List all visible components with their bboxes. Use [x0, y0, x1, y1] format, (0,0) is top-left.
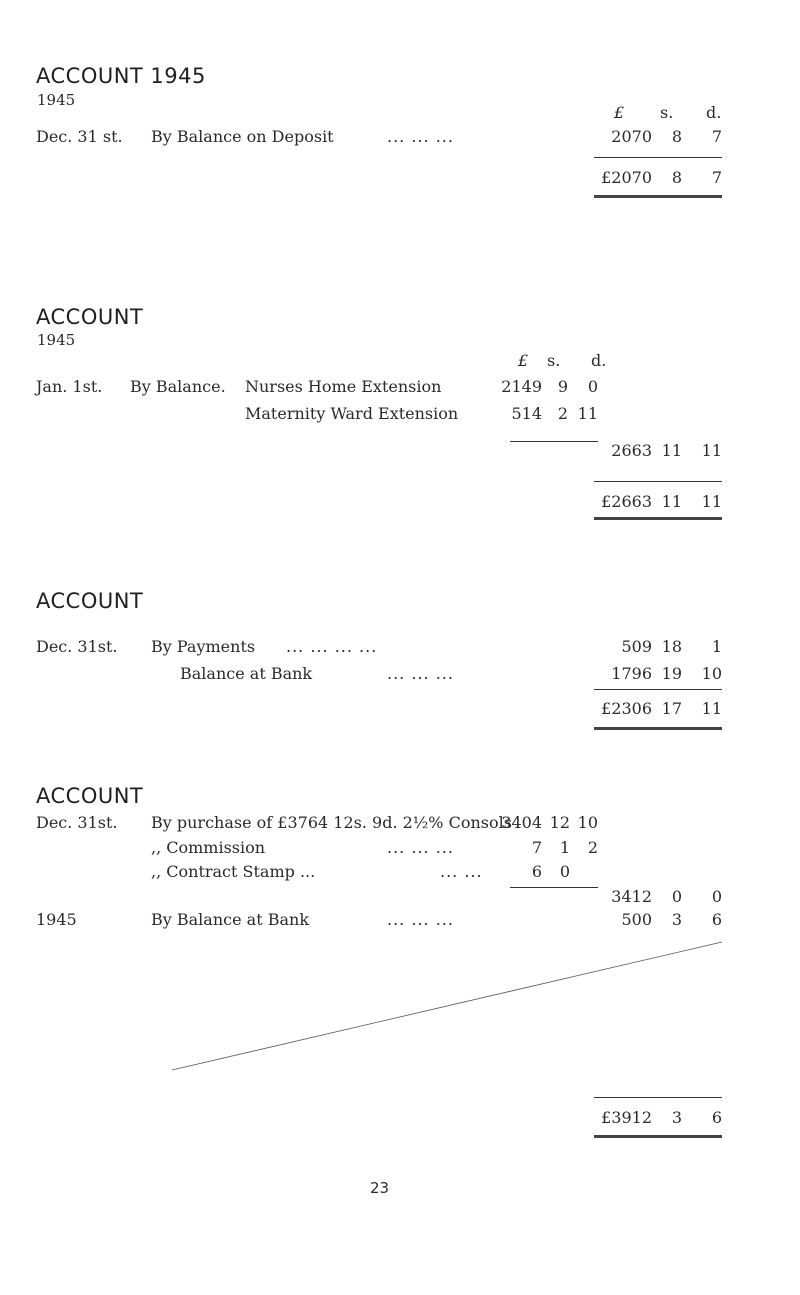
s4-balance-date: 1945 [36, 910, 77, 929]
s2-sub-pence: 11 [701, 441, 722, 460]
s1-total-shillings: 8 [671, 168, 682, 187]
s4-row-1-pence: 10 [577, 813, 598, 832]
s3-row-2-shillings: 19 [661, 664, 682, 683]
section-4-heading: ACCOUNT [36, 784, 144, 808]
s4-balance-dots: ... ... ... [387, 910, 454, 929]
s1-row-dots: ... ... ... [387, 127, 454, 146]
s2-total-shillings: 11 [661, 492, 682, 511]
s2-date: Jan. 1st. [36, 377, 103, 396]
s2-total-pence: 11 [701, 492, 722, 511]
s4-total-pounds: £3912 [601, 1108, 652, 1127]
s2-row-1-shillings: 9 [557, 377, 568, 396]
s2-col-pound: £ [518, 351, 529, 370]
s1-col-pound: £ [614, 103, 625, 122]
s4-balance-pounds: 500 [621, 910, 652, 929]
section-1-year: 1945 [37, 91, 76, 109]
s4-row-1-desc: By purchase of £3764 12s. 9d. 2½% Consols [151, 813, 512, 832]
s4-row-3-shillings: 0 [559, 862, 570, 881]
s1-total-pence: 7 [711, 168, 722, 187]
s4-row-3-desc: ,, Contract Stamp ... [151, 862, 316, 881]
section-2-year: 1945 [37, 331, 76, 349]
s4-balance-desc: By Balance at Bank [151, 910, 310, 929]
s4-sub-pounds: 3412 [611, 887, 652, 906]
s2-lead: By Balance. [130, 377, 226, 396]
s3-row-1-desc: By Payments [151, 637, 256, 656]
s1-col-shillings: s. [660, 103, 674, 122]
s2-row-2-desc: Maternity Ward Extension [245, 404, 459, 423]
s2-row-2-shillings: 2 [557, 404, 568, 423]
section-1-heading: ACCOUNT 1945 [36, 64, 206, 88]
s2-row-1-pence: 0 [587, 377, 598, 396]
s1-total-pounds: £2070 [601, 168, 652, 187]
s4-balance-pence: 6 [711, 910, 722, 929]
s4-date: Dec. 31st. [36, 813, 118, 832]
page-number: 23 [370, 1179, 390, 1197]
s4-total-pence: 6 [711, 1108, 722, 1127]
s1-row-pounds: 2070 [611, 127, 652, 146]
s3-row-2-pounds: 1796 [611, 664, 652, 683]
s3-total-pence: 11 [701, 699, 722, 718]
s3-row-2-dots: ... ... ... [387, 664, 454, 683]
s2-sub-pounds: 2663 [611, 441, 652, 460]
s3-row-2-pence: 10 [701, 664, 722, 683]
s4-row-2-pence: 2 [587, 838, 598, 857]
s3-row-2-desc: Balance at Bank [180, 664, 313, 683]
s4-row-3-pounds: 6 [531, 862, 542, 881]
s4-total-shillings: 3 [671, 1108, 682, 1127]
s3-row-1-dots: ... ... ... ... [286, 637, 378, 656]
s1-row-shillings: 8 [671, 127, 682, 146]
s4-balance-shillings: 3 [671, 910, 682, 929]
s2-total-pounds: £2663 [601, 492, 652, 511]
s4-total-top-rule [594, 1097, 722, 1098]
s4-total-double-rule [594, 1135, 722, 1138]
s2-sub-shillings: 11 [661, 441, 682, 460]
s2-row-1-desc: Nurses Home Extension [245, 377, 442, 396]
s4-sub-shillings: 0 [671, 887, 682, 906]
s3-row-1-shillings: 18 [661, 637, 682, 656]
section-2-heading: ACCOUNT [36, 305, 144, 329]
s4-sub-pence: 0 [711, 887, 722, 906]
s1-row-date: Dec. 31 st. [36, 127, 123, 146]
s1-row-pence: 7 [711, 127, 722, 146]
s4-row-2-desc: ,, Commission [151, 838, 266, 857]
s2-col-shillings: s. [547, 351, 561, 370]
s4-row-2-dots: ... ... ... [387, 838, 454, 857]
s4-row-1-pounds: 3404 [501, 813, 542, 832]
s4-row-1-shillings: 12 [549, 813, 570, 832]
s4-row-2-pounds: 7 [531, 838, 542, 857]
s2-row-2-pence: 11 [577, 404, 598, 423]
s2-row-1-pounds: 2149 [501, 377, 542, 396]
section-3-heading: ACCOUNT [36, 589, 144, 613]
s3-date: Dec. 31st. [36, 637, 118, 656]
s2-row-2-pounds: 514 [511, 404, 542, 423]
s1-col-pence: d. [706, 103, 722, 122]
s3-row-1-pence: 1 [711, 637, 722, 656]
s3-total-shillings: 17 [661, 699, 682, 718]
s4-row-2-shillings: 1 [559, 838, 570, 857]
s4-row-3-dots: ... ... [440, 862, 483, 881]
s3-row-1-pounds: 509 [621, 637, 652, 656]
s1-row-desc: By Balance on Deposit [151, 127, 334, 146]
s3-total-pounds: £2306 [601, 699, 652, 718]
s2-col-pence: d. [591, 351, 607, 370]
